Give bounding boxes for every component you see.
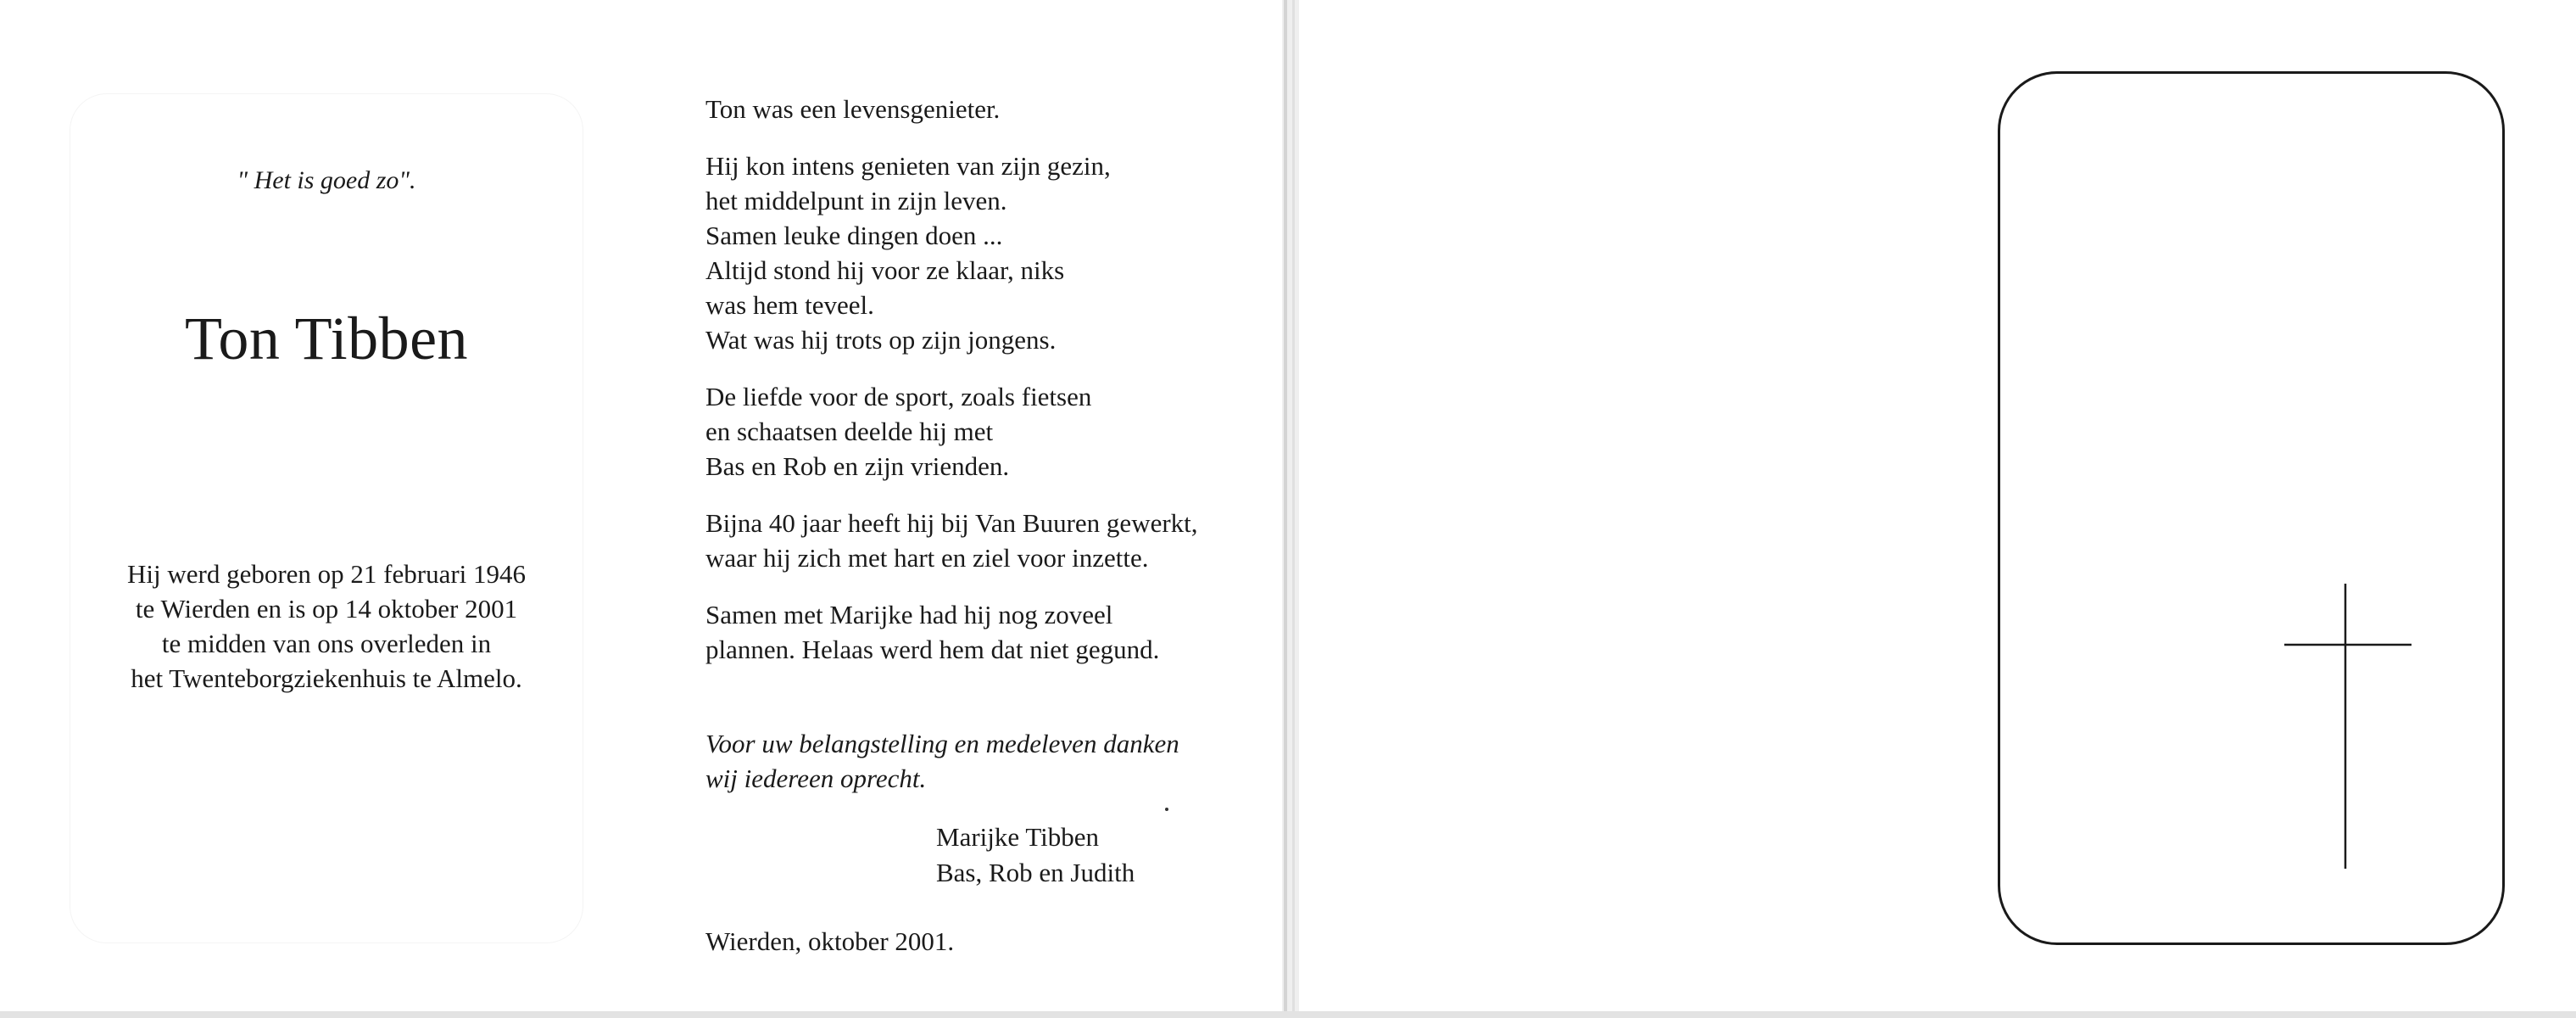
life-line: te Wierden en is op 14 oktober 2001 bbox=[135, 594, 518, 624]
stanza-line: plannen. Helaas werd hem dat niet gegund. bbox=[705, 635, 1160, 664]
life-line: het Twenteborgziekenhuis te Almelo. bbox=[131, 663, 522, 693]
stanza bbox=[705, 597, 1248, 667]
stanza-line: Samen met Marijke had hij nog zoveel bbox=[705, 600, 1113, 629]
stanza bbox=[705, 506, 1248, 575]
stanza-line: Ton was een levensgenieter. bbox=[705, 94, 1001, 124]
thanks-line: Voor uw belangstelling en medeleven danken bbox=[705, 729, 1179, 758]
life-dates-text bbox=[51, 557, 602, 696]
stanza-line: Bas en Rob en zijn vrienden. bbox=[705, 451, 1010, 481]
stanza-line: Wat was hij trots op zijn jongens. bbox=[705, 325, 1057, 355]
inner-card-spread bbox=[0, 0, 1282, 1011]
stanza bbox=[705, 148, 1248, 357]
life-line: te midden van ons overleden in bbox=[161, 629, 492, 658]
stanza-line: Hij kon intens genieten van zijn gezin, bbox=[705, 151, 1111, 181]
signer-line: Bas, Rob en Judith bbox=[936, 858, 1135, 887]
scan-bottom-edge bbox=[0, 1011, 2576, 1018]
signer-line: Marijke Tibben bbox=[936, 822, 1100, 852]
faint-photo-frame bbox=[70, 93, 583, 943]
ink-dot bbox=[1165, 808, 1168, 811]
stanza-line: en schaatsen deelde hij met bbox=[705, 417, 994, 446]
motto-quote: " Het is goed zo". bbox=[237, 166, 416, 194]
stanza-line: het middelpunt in zijn leven. bbox=[705, 186, 1007, 215]
thanks-line: wij iedereen oprecht. bbox=[705, 764, 927, 793]
stanza-line: Altijd stond hij voor ze klaar, niks bbox=[705, 255, 1065, 285]
stanza bbox=[705, 92, 1248, 126]
stanza-line: Bijna 40 jaar heeft hij bij Van Buuren gewerkt, bbox=[705, 508, 1198, 538]
signers bbox=[936, 819, 1135, 891]
card-fold-line bbox=[1284, 0, 1287, 1011]
deceased-name: Ton Tibben bbox=[184, 305, 469, 372]
thanks-note bbox=[705, 726, 1179, 796]
stanza-line: Samen leuke dingen doen ... bbox=[705, 221, 1003, 250]
stanza-line: waar hij zich met hart en ziel voor inzette. bbox=[705, 543, 1149, 573]
card-edge-line bbox=[1292, 0, 1295, 1011]
stanza bbox=[705, 379, 1248, 484]
cover-frame bbox=[1998, 71, 2505, 945]
stanza-line: De liefde voor de sport, zoals fietsen bbox=[705, 382, 1092, 411]
tribute-text bbox=[705, 92, 1248, 689]
stanza-line: was hem teveel. bbox=[705, 290, 874, 320]
cross-icon bbox=[2284, 584, 2412, 869]
place-date: Wierden, oktober 2001. bbox=[705, 926, 955, 956]
life-line: Hij werd geboren op 21 februari 1946 bbox=[126, 559, 527, 589]
